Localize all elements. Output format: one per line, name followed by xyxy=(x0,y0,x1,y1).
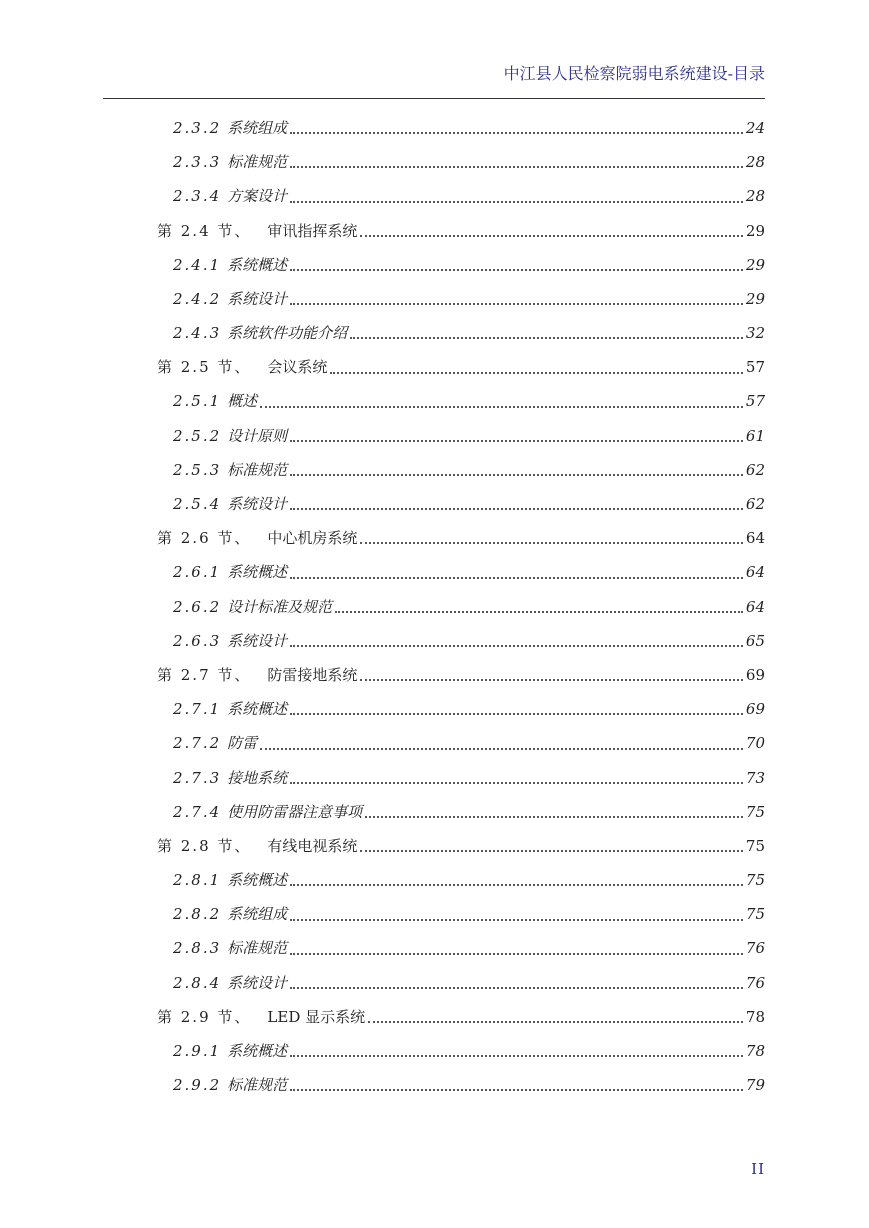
toc-section-entry[interactable] xyxy=(157,521,765,555)
toc-entry-number: 2.8.3 xyxy=(173,939,222,958)
toc-subsection-entry[interactable] xyxy=(157,761,765,795)
toc-entry-title: 防雷接地系统 xyxy=(267,665,358,684)
toc-entry-page: 78 xyxy=(745,1042,765,1061)
toc-dot-leader xyxy=(290,132,743,134)
toc-dot-leader xyxy=(290,953,743,955)
toc-entry-number: 2.3.2 xyxy=(173,118,222,137)
toc-entry-page: 57 xyxy=(745,358,765,377)
toc-entry-number: 2.8.1 xyxy=(173,871,222,890)
toc-dot-leader xyxy=(368,1021,743,1023)
toc-entry-number: 第 2.6 节、 xyxy=(157,529,252,548)
toc-dot-leader xyxy=(360,679,742,681)
toc-entry-number: 2.4.1 xyxy=(173,255,222,274)
toc-subsection-entry[interactable] xyxy=(157,932,765,966)
toc-entry-number: 2.8.2 xyxy=(173,905,222,924)
toc-entry-page: 64 xyxy=(745,563,765,582)
toc-dot-leader xyxy=(360,850,742,852)
toc-subsection-entry[interactable] xyxy=(157,316,765,350)
toc-entry-title: 中心机房系统 xyxy=(267,529,358,548)
toc-entry-page: 75 xyxy=(745,802,765,821)
toc-entry-page: 62 xyxy=(745,460,765,479)
toc-entry-number: 第 2.8 节、 xyxy=(157,836,252,855)
toc-dot-leader xyxy=(335,611,743,613)
toc-entry-title: 会议系统 xyxy=(267,358,328,377)
toc-entry-title: 系统概述 xyxy=(227,255,288,274)
toc-dot-leader xyxy=(360,542,742,544)
toc-subsection-entry[interactable] xyxy=(157,179,765,213)
toc-entry-number: 2.7.4 xyxy=(173,802,222,821)
toc-entry-page: 70 xyxy=(745,734,765,753)
toc-subsection-entry[interactable] xyxy=(157,897,765,931)
toc-entry-page: 29 xyxy=(745,221,765,240)
toc-dot-leader xyxy=(350,337,743,339)
toc-entry-title: 系统设计 xyxy=(227,289,288,308)
toc-entry-title: 防雷 xyxy=(227,734,258,753)
toc-entry-title: 接地系统 xyxy=(227,768,288,787)
toc-entry-number: 第 2.4 节、 xyxy=(157,221,252,240)
toc-entry-title: 系统概述 xyxy=(227,1042,288,1061)
toc-dot-leader xyxy=(330,372,742,374)
toc-entry-title: 设计原则 xyxy=(227,426,288,445)
toc-dot-leader xyxy=(290,303,743,305)
toc-entry-page: 76 xyxy=(745,973,765,992)
toc-entry-number: 第 2.9 节、 xyxy=(157,1007,252,1026)
toc-entry-title: 审讯指挥系统 xyxy=(267,221,358,240)
toc-dot-leader xyxy=(290,782,743,784)
toc-entry-number: 2.4.2 xyxy=(173,289,222,308)
toc-dot-leader xyxy=(290,713,743,715)
toc-entry-page: 78 xyxy=(745,1007,765,1026)
toc-dot-leader xyxy=(290,474,743,476)
toc-entry-number: 2.9.1 xyxy=(173,1042,222,1061)
toc-entry-number: 2.7.1 xyxy=(173,700,222,719)
toc-dot-leader xyxy=(290,884,743,886)
toc-entry-page: 69 xyxy=(745,665,765,684)
toc-dot-leader xyxy=(360,235,742,237)
toc-entry-number: 2.6.1 xyxy=(173,563,222,582)
toc-dot-leader xyxy=(290,919,743,921)
toc-entry-number: 2.6.3 xyxy=(173,631,222,650)
toc-entry-title: LED 显示系统 xyxy=(267,1007,366,1026)
toc-subsection-entry[interactable] xyxy=(157,248,765,282)
toc-entry-page: 32 xyxy=(745,324,765,343)
toc-entry-page: 57 xyxy=(745,392,765,411)
toc-entry-title: 系统概述 xyxy=(227,700,288,719)
toc-subsection-entry[interactable] xyxy=(157,555,765,589)
toc-dot-leader xyxy=(290,166,743,168)
toc-subsection-entry[interactable] xyxy=(157,795,765,829)
toc-entry-page: 24 xyxy=(745,118,765,137)
toc-entry-title: 系统设计 xyxy=(227,973,288,992)
toc-entry-title: 系统设计 xyxy=(227,495,288,514)
toc-entry-title: 标准规范 xyxy=(227,939,288,958)
toc-subsection-entry[interactable] xyxy=(157,692,765,726)
toc-subsection-entry[interactable] xyxy=(157,863,765,897)
toc-entry-page: 79 xyxy=(745,1076,765,1095)
toc-subsection-entry[interactable] xyxy=(157,590,765,624)
toc-entry-page: 75 xyxy=(745,836,765,855)
toc-entry-page: 29 xyxy=(745,255,765,274)
toc-subsection-entry[interactable] xyxy=(157,145,765,179)
toc-entry-number: 第 2.7 节、 xyxy=(157,665,252,684)
toc-entry-page: 61 xyxy=(745,426,765,445)
toc-subsection-entry[interactable] xyxy=(157,624,765,658)
toc-entry-page: 62 xyxy=(745,495,765,514)
toc-entry-page: 29 xyxy=(745,289,765,308)
toc-entry-page: 75 xyxy=(745,905,765,924)
toc-entry-number: 2.5.2 xyxy=(173,426,222,445)
toc-entry-page: 65 xyxy=(745,631,765,650)
toc-entry-page: 73 xyxy=(745,768,765,787)
toc-entry-title: 标准规范 xyxy=(227,460,288,479)
toc-entry-title: 设计标准及规范 xyxy=(227,597,333,616)
toc-dot-leader xyxy=(290,645,743,647)
toc-dot-leader xyxy=(290,1089,743,1091)
toc-entry-number: 2.7.2 xyxy=(173,734,222,753)
toc-subsection-entry[interactable] xyxy=(157,1034,765,1068)
toc-entry-number: 2.3.3 xyxy=(173,153,222,172)
toc-entry-page: 69 xyxy=(745,700,765,719)
page-header-title: 中江县人民检察院弱电系统建设-目录 xyxy=(503,64,765,83)
toc-dot-leader xyxy=(260,748,743,750)
toc-section-entry[interactable] xyxy=(157,829,765,863)
toc-entry-title: 标准规范 xyxy=(227,1076,288,1095)
toc-subsection-entry[interactable] xyxy=(157,966,765,1000)
toc-dot-leader xyxy=(290,1055,743,1057)
toc-entry-number: 2.9.2 xyxy=(173,1076,222,1095)
toc-entry-page: 64 xyxy=(745,597,765,616)
toc-dot-leader xyxy=(365,816,743,818)
toc-entry-number: 2.6.2 xyxy=(173,597,222,616)
toc-entry-page: 75 xyxy=(745,871,765,890)
page-number: II xyxy=(751,1160,765,1178)
toc-entry-page: 64 xyxy=(745,529,765,548)
table-of-contents xyxy=(157,111,765,1102)
toc-entry-number: 2.3.4 xyxy=(173,187,222,206)
toc-entry-title: 有线电视系统 xyxy=(267,836,358,855)
toc-subsection-entry[interactable] xyxy=(157,419,765,453)
toc-dot-leader xyxy=(290,577,743,579)
toc-entry-title: 系统组成 xyxy=(227,905,288,924)
toc-dot-leader xyxy=(290,269,743,271)
toc-section-entry[interactable] xyxy=(157,214,765,248)
toc-entry-title: 系统设计 xyxy=(227,631,288,650)
toc-entry-number: 2.5.4 xyxy=(173,495,222,514)
toc-subsection-entry[interactable] xyxy=(157,1068,765,1102)
toc-entry-page: 76 xyxy=(745,939,765,958)
toc-entry-number: 2.5.1 xyxy=(173,392,222,411)
toc-entry-title: 系统组成 xyxy=(227,118,288,137)
toc-subsection-entry[interactable] xyxy=(157,385,765,419)
toc-entry-title: 系统软件功能介绍 xyxy=(227,324,348,343)
toc-subsection-entry[interactable] xyxy=(157,487,765,521)
toc-entry-title: 标准规范 xyxy=(227,153,288,172)
toc-entry-number: 2.8.4 xyxy=(173,973,222,992)
toc-entry-title: 方案设计 xyxy=(227,187,288,206)
toc-section-entry[interactable] xyxy=(157,350,765,384)
toc-subsection-entry[interactable] xyxy=(157,726,765,760)
toc-entry-number: 第 2.5 节、 xyxy=(157,358,252,377)
toc-subsection-entry[interactable] xyxy=(157,453,765,487)
toc-entry-number: 2.5.3 xyxy=(173,460,222,479)
toc-entry-page: 28 xyxy=(745,187,765,206)
toc-entry-number: 2.7.3 xyxy=(173,768,222,787)
header-divider xyxy=(103,98,765,99)
toc-dot-leader xyxy=(260,406,743,408)
toc-dot-leader xyxy=(290,201,743,203)
toc-entry-title: 使用防雷器注意事项 xyxy=(227,802,363,821)
toc-section-entry[interactable] xyxy=(157,658,765,692)
toc-entry-number: 2.4.3 xyxy=(173,324,222,343)
toc-dot-leader xyxy=(290,987,743,989)
toc-dot-leader xyxy=(290,440,743,442)
toc-section-entry[interactable] xyxy=(157,1000,765,1034)
toc-entry-page: 28 xyxy=(745,153,765,172)
toc-subsection-entry[interactable] xyxy=(157,111,765,145)
toc-entry-title: 概述 xyxy=(227,392,258,411)
toc-entry-title: 系统概述 xyxy=(227,871,288,890)
toc-dot-leader xyxy=(290,508,743,510)
toc-subsection-entry[interactable] xyxy=(157,282,765,316)
toc-entry-title: 系统概述 xyxy=(227,563,288,582)
